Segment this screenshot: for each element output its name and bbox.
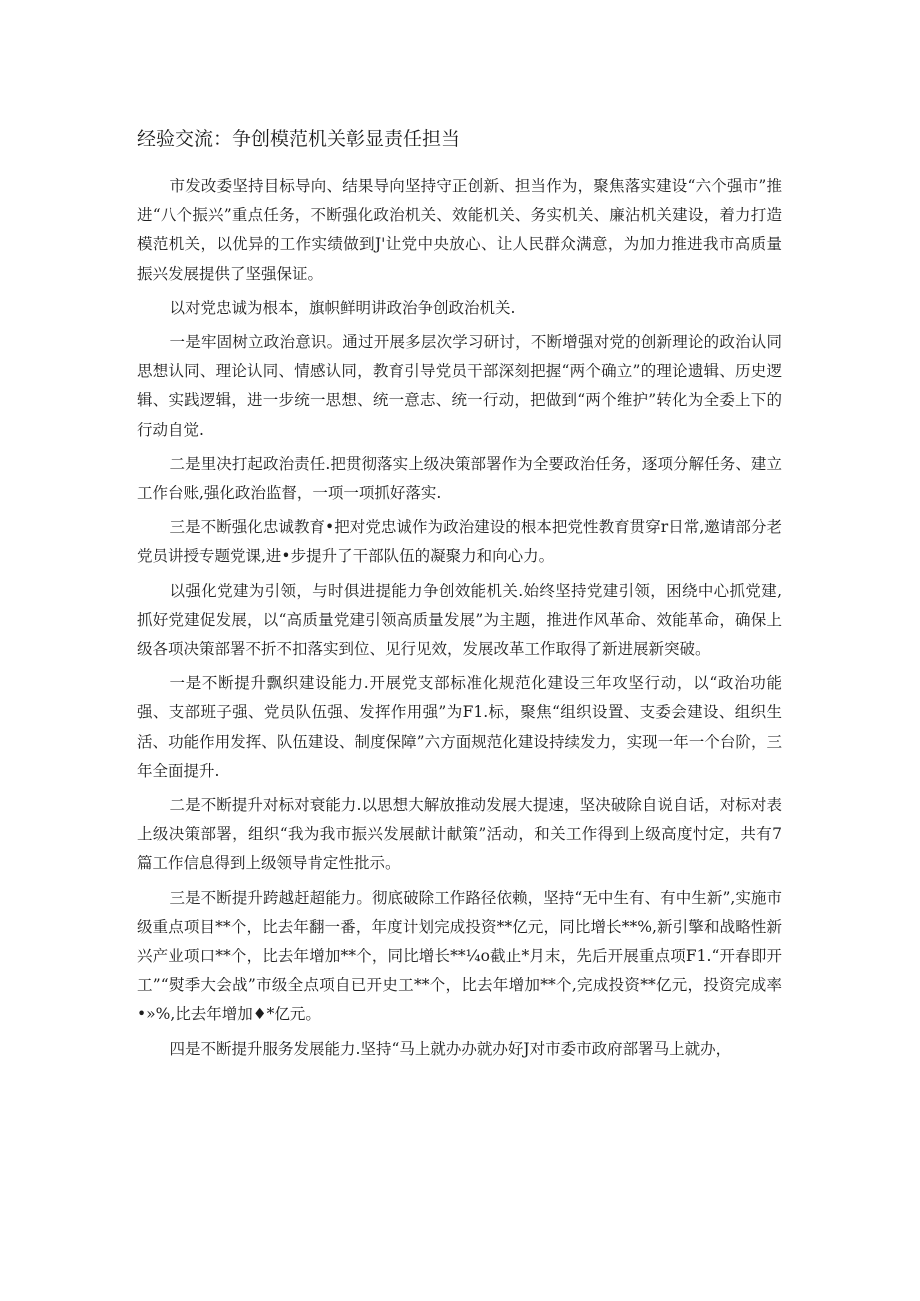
paragraph-efficiency-4: 四是不断提升服务发展能力.坚持“马上就办办就办好J对市委市政府部署马上就办， [169, 1039, 732, 1058]
paragraph-section-efficiency: 以强化党建为引领，与时俱进提能力争创效能机关.始终坚持党建引领，困绕中心抓党建,抓好党建促发展，以“高质量党建引领高质量发展”为主题，推进作风革命、效能革命，确保上级各项决策部署不折不扣落实到位、见行见效，发展改革工作取得了新进展新突破。 [137, 581, 782, 659]
paragraph-intro: 市发改委坚持目标导向、结果导向坚持守正创新、担当作为，聚焦落实建设“六个强市”推进“八个振兴”重点任务，不断强化政治机关、效能机关、务实机关、廉沾机关建设，着力打造模范机关，以优异的工作实绩做到J'让党中央放心、让人民群众满意，为加力推进我市高质量振兴发展提供了坚强保证。 [137, 177, 782, 283]
paragraph-section-political: 以对党忠诚为根本，旗帜鲜明讲政治争创政治机关. [169, 298, 516, 317]
paragraph-political-2: 二是里决打起政治责任.把贯彻落实上级决策部署作为全要政治任务，逐项分解任务、建立工作台账,强化政治监督，一项一项抓好落实. [137, 454, 782, 503]
paragraph-political-1: 一是牢固树立政治意识。通过开展多层次学习研讨，不断增强对党的创新理论的政治认同思想认同、理论认同、情感认同，教育引导党员干部深刻把握“两个确立”的理论遗辑、历史逻辑、实践逻辑，进一步统一思想、统一意志、统一行动，把做到“两个维护”转化为全委上下的行动自觉. [137, 333, 782, 439]
document-body [137, 172, 782, 1069]
paragraph-political-3: 三是不断强化忠诚教育•把对党忠诚作为政治建设的根本把党性教育贯穿r日常,邀请部分老党员讲授专题党课,进•步提升了干部队伍的凝聚力和向心力。 [137, 518, 782, 566]
paragraph-efficiency-3: 三是不断提升跨越赶超能力。彻底破除工作路径依赖，坚持“无中生有、有中生新”,实施市级重点项目**个，比去年翻一番，年度计划完成投资**亿元，同比增长**%,新引擎和战略性新兴产业项口**个，比去年增加**个，同比增长**¼o截止*月末，先后开展重点项F1.“开春即开工”“熨季大会战”市级全点项自已开史工**个，比去年增加**个,完成投资**亿元，投资完成率•»%,比去年增加♦*亿元。 [137, 888, 782, 1024]
paragraph-efficiency-1: 一是不断提升飘织建设能力.开展党支部标准化规范化建设三年攻坚行动，以“政治功能强、支部班子强、党员队伍强、发挥作用强”为F1.标，聚焦“组织设置、支委会建设、组织生活、功能作用发挥、队伍建设、制度保障”六方面规范化建设持续发力，实现一年一个台阶，三年全面提升. [137, 674, 782, 780]
document-title: 经验交流：争创模范机关彰显责任担当 [137, 128, 461, 150]
paragraph-efficiency-2: 二是不断提升对标对衰能力.以思想大解放推动发展大提速，坚决破除自说自话，对标对表上级决策部署，组织“我为我市振兴发展献计献策”活动，和关工作得到上级高度忖定，共有7篇工作信息得到上级领导肯定性批示。 [137, 796, 782, 873]
